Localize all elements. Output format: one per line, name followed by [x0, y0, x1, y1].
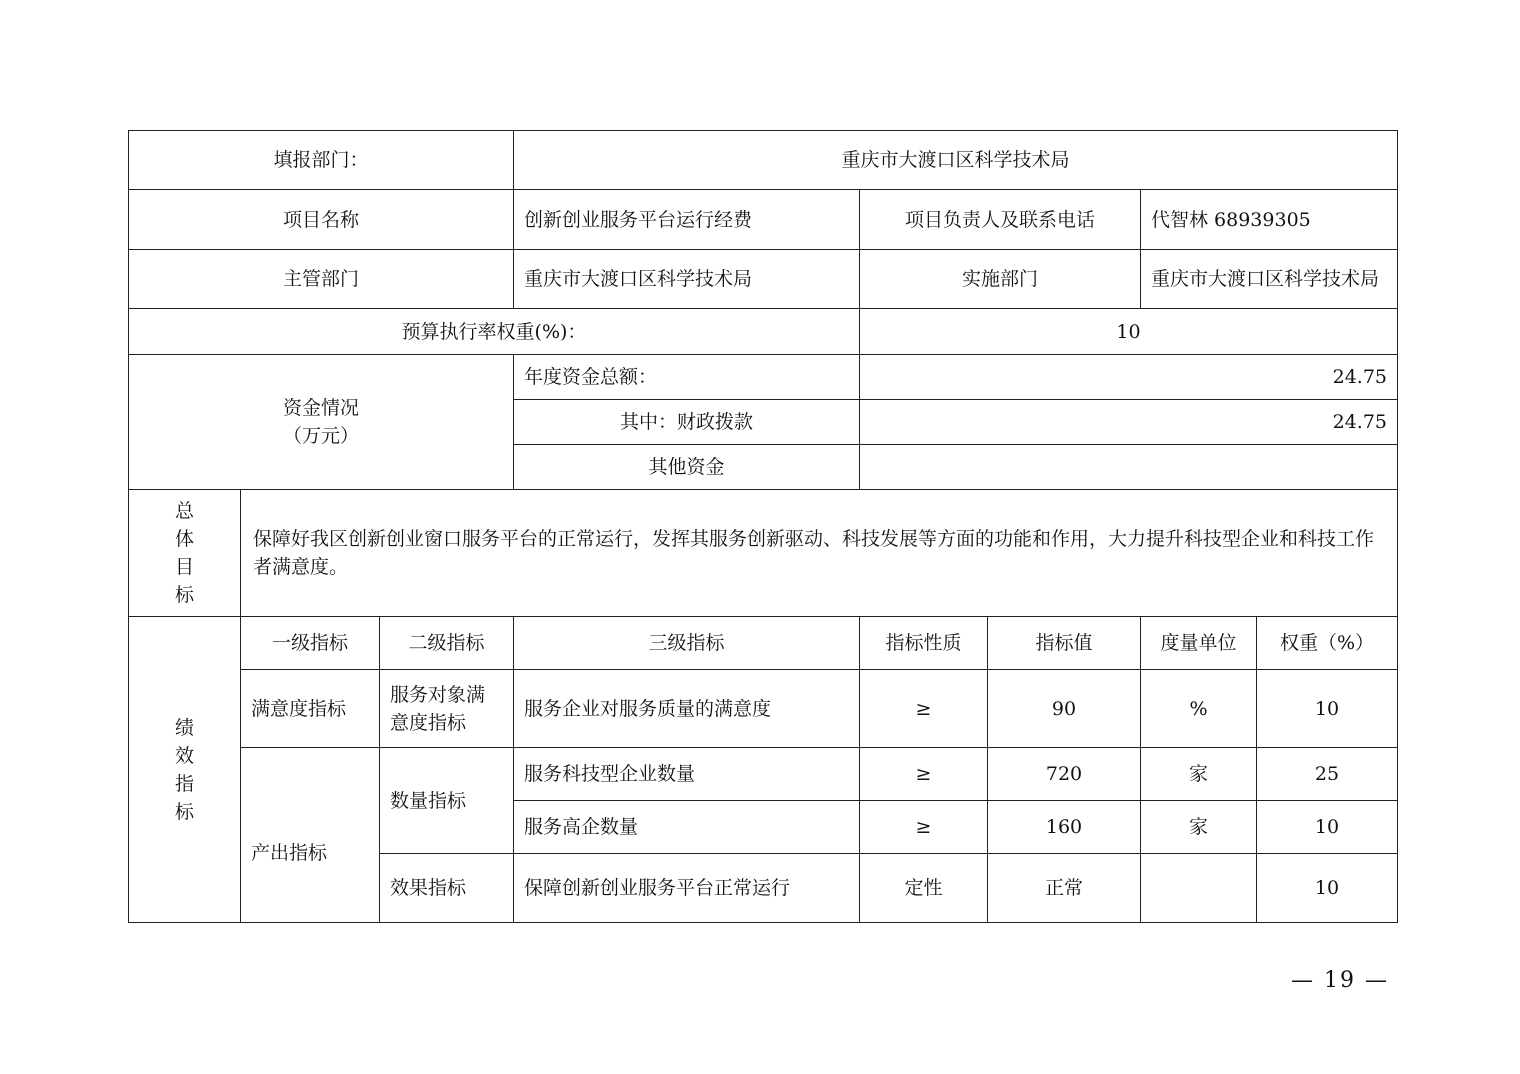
indicator-weight: 10 — [1257, 854, 1398, 923]
level3-indicator: 服务高企数量 — [514, 801, 860, 854]
dept-label: 填报部门： — [129, 131, 514, 190]
level3-indicator: 服务科技型企业数量 — [514, 748, 860, 801]
goal-label-char: 体 — [174, 528, 194, 550]
column-header: 指标值 — [988, 617, 1141, 670]
indicator-value: 90 — [988, 670, 1141, 748]
contact-value: 代智林 68939305 — [1141, 190, 1398, 250]
level2-indicator: 服务对象满意度指标 — [380, 670, 514, 748]
level3-indicator: 服务企业对服务质量的满意度 — [514, 670, 860, 748]
level3-indicator: 保障创新创业服务平台正常运行 — [514, 854, 860, 923]
indicators-label-char: 绩 — [174, 716, 194, 739]
indicators-label-char: 标 — [174, 800, 194, 823]
funds-label-line2: （万元） — [282, 425, 359, 447]
page-number: — 19 — — [1291, 968, 1389, 993]
indicators-label-char: 指 — [174, 772, 194, 795]
indicators-label — [129, 617, 241, 923]
level1-indicator: 满意度指标 — [241, 670, 380, 748]
dept-row — [129, 131, 1398, 190]
indicator-weight: 10 — [1257, 801, 1398, 854]
project-name-label: 项目名称 — [129, 190, 514, 250]
funds-label — [129, 355, 514, 490]
funds-annual-value: 24.75 — [860, 355, 1398, 400]
budget-weight-label: 预算执行率权重(%)： — [129, 309, 860, 355]
indicator-value: 160 — [988, 801, 1141, 854]
column-header: 三级指标 — [514, 617, 860, 670]
indicator-weight: 10 — [1257, 670, 1398, 748]
level1-indicator: 产出指标 — [241, 748, 380, 923]
project-name-row — [129, 190, 1398, 250]
supervisor-label: 主管部门 — [129, 250, 514, 309]
indicator-header-row — [129, 617, 1398, 670]
budget-weight-row — [129, 309, 1398, 355]
goal-label-char: 总 — [174, 500, 194, 522]
goal-label-char: 目 — [174, 556, 194, 578]
indicator-unit — [1141, 854, 1257, 923]
goal-label — [129, 490, 241, 617]
column-header: 一级指标 — [241, 617, 380, 670]
funds-label-line1: 资金情况 — [282, 397, 359, 419]
goal-label-char: 标 — [174, 584, 194, 606]
column-header: 指标性质 — [860, 617, 988, 670]
funds-other-value — [860, 445, 1398, 490]
indicator-unit: 家 — [1141, 801, 1257, 854]
funds-annual-label: 年度资金总额： — [514, 355, 860, 400]
funds-annual-row — [129, 355, 1398, 400]
indicator-row — [129, 670, 1398, 748]
budget-weight-value: 10 — [860, 309, 1398, 355]
indicator-nature: ≥ — [860, 748, 988, 801]
indicator-weight: 25 — [1257, 748, 1398, 801]
goal-text: 保障好我区创新创业窗口服务平台的正常运行，发挥其服务创新驱动、科技发展等方面的功能和作用，大力提升科技型企业和科技工作者满意度。 — [241, 490, 1398, 617]
funds-other-label: 其他资金 — [514, 445, 860, 490]
supervisor-value: 重庆市大渡口区科学技术局 — [514, 250, 860, 309]
column-header: 权重（%） — [1257, 617, 1398, 670]
implementer-label: 实施部门 — [860, 250, 1141, 309]
indicator-nature: 定性 — [860, 854, 988, 923]
indicator-unit: 家 — [1141, 748, 1257, 801]
indicator-nature: ≥ — [860, 670, 988, 748]
department-row — [129, 250, 1398, 309]
indicator-unit: % — [1141, 670, 1257, 748]
level2-indicator: 数量指标 — [380, 748, 514, 854]
indicators-label-char: 效 — [174, 744, 194, 767]
level2-indicator: 效果指标 — [380, 854, 514, 923]
column-header: 度量单位 — [1141, 617, 1257, 670]
indicator-row — [129, 748, 1398, 801]
indicator-nature: ≥ — [860, 801, 988, 854]
goal-row — [129, 490, 1398, 617]
indicator-value: 正常 — [988, 854, 1141, 923]
dept-value: 重庆市大渡口区科学技术局 — [514, 131, 1398, 190]
indicator-value: 720 — [988, 748, 1141, 801]
funds-fiscal-value: 24.75 — [860, 400, 1398, 445]
implementer-value: 重庆市大渡口区科学技术局 — [1141, 250, 1398, 309]
funds-fiscal-label: 其中：财政拨款 — [514, 400, 860, 445]
project-name-value: 创新创业服务平台运行经费 — [514, 190, 860, 250]
contact-label: 项目负责人及联系电话 — [860, 190, 1141, 250]
performance-target-table — [128, 130, 1398, 923]
column-header: 二级指标 — [380, 617, 514, 670]
